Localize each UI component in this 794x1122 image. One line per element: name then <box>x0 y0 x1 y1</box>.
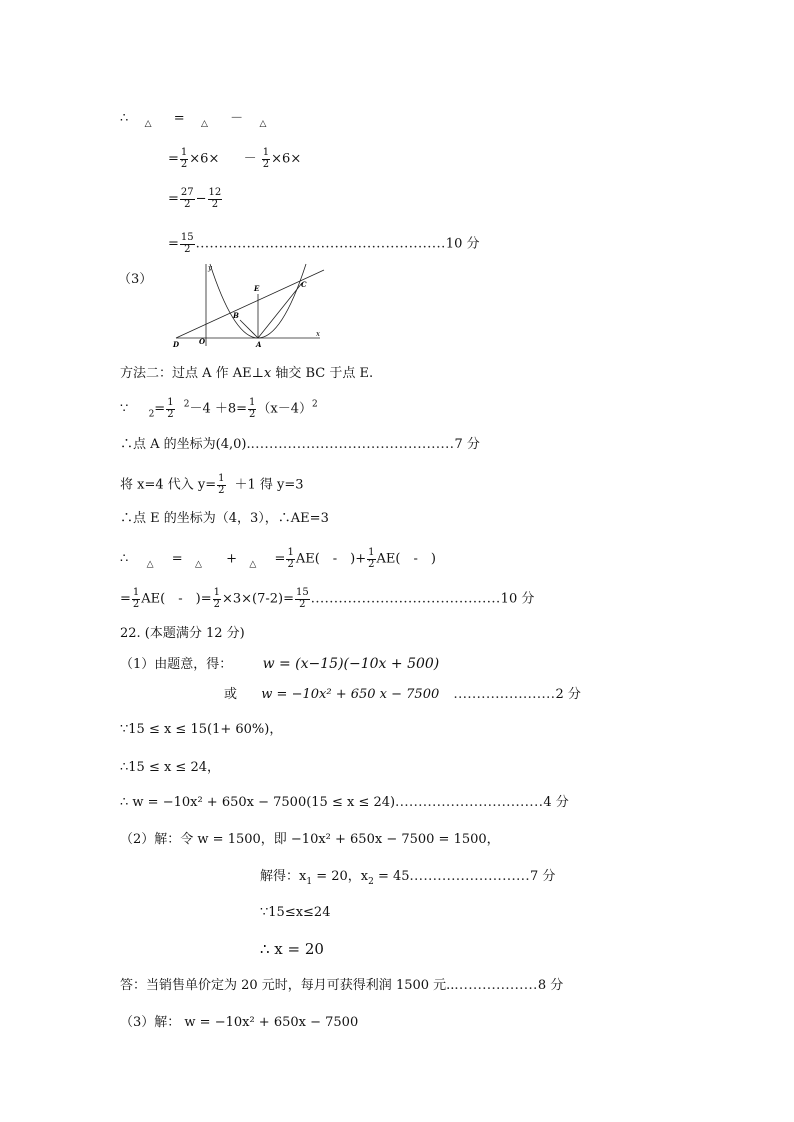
text: 轴交 BC 于点 E. <box>271 366 374 381</box>
formula: w = −10x² + 650 x − 7500 <box>261 687 440 702</box>
part-2-line: （2）解：令 w = 1500，即 −10x² + 650x − 7500 = 1500， <box>120 832 500 847</box>
plus-sign: + <box>226 551 238 567</box>
answer-line <box>120 979 563 992</box>
equals-sign: = <box>168 191 179 207</box>
denominator: 2 <box>218 484 225 496</box>
text: ∴点 A 的坐标为(4,0). <box>120 437 251 452</box>
text: AE( - )= <box>141 591 212 607</box>
point-e-label: E <box>254 284 260 293</box>
dot-leader: ...................................................... <box>195 236 446 252</box>
score-label: 10 分 <box>445 236 480 252</box>
term: ×6× <box>189 151 220 167</box>
numerator: 1 <box>368 547 375 558</box>
superscript: 2 <box>183 399 190 410</box>
subscript: 2 <box>148 409 155 420</box>
point-e-coord-line: ∴点 E 的坐标为（4，3），∴AE=3 <box>120 511 329 526</box>
dot-leader: ...................... <box>453 687 556 702</box>
dot-leader: ................................ <box>395 795 544 810</box>
area-equation-line <box>120 112 266 129</box>
dot-leader: ......................................... <box>310 591 501 607</box>
denominator: 2 <box>287 558 294 570</box>
answer-x-line: ∴ x = 20 <box>260 940 324 958</box>
area-final-line <box>120 588 534 610</box>
because-symbol: ∵ <box>120 401 129 417</box>
score-label: 8 分 <box>537 978 564 993</box>
text: 或 <box>224 687 238 702</box>
numerator: 1 <box>213 587 220 598</box>
fraction-27-2 <box>180 188 195 210</box>
triangle-symbol: △ <box>259 119 267 129</box>
triangle-symbol: △ <box>194 559 202 570</box>
solutions-line <box>260 870 555 887</box>
part-3-solution-line: （3）解： w = −10x² + 650x − 7500 <box>120 1015 359 1030</box>
numerator: 1 <box>287 547 294 558</box>
equals-sign: = <box>171 551 183 567</box>
part-1-line <box>120 657 439 671</box>
area-result-line <box>168 233 479 255</box>
denominator: 2 <box>299 598 306 610</box>
equals-sign: = <box>120 591 131 607</box>
numerator: 1 <box>167 397 174 408</box>
range-result-line: ∴15 ≤ x ≤ 24， <box>120 760 221 775</box>
denominator: 2 <box>249 408 256 420</box>
triangle-symbol: △ <box>144 119 152 129</box>
text: AE( - )+ <box>295 551 367 567</box>
text: = 20，x <box>312 869 369 884</box>
numerator: 1 <box>132 587 140 598</box>
fraction-half <box>262 148 270 170</box>
text: = 45 <box>373 869 410 884</box>
text: AE( - ) <box>376 551 436 567</box>
fraction-15-2 <box>295 588 310 610</box>
text: （1）由题意，得： <box>120 657 233 672</box>
therefore-symbol: ∴ <box>120 111 129 126</box>
superscript: 2 <box>312 399 318 410</box>
numerator: 1 <box>180 147 188 158</box>
area-difference-line <box>168 188 223 210</box>
function-graph <box>170 260 330 352</box>
vertex-form-line <box>120 398 318 420</box>
denominator: 2 <box>184 198 191 210</box>
function-domain-line <box>120 796 569 809</box>
score-label: 4 分 <box>543 795 569 810</box>
point-d-label: D <box>173 340 180 349</box>
x-axis-label: x <box>316 330 320 338</box>
term: ×6× <box>271 151 302 167</box>
numerator: 15 <box>180 232 194 243</box>
subscript: 1 <box>306 877 313 887</box>
method-two-line <box>120 367 373 380</box>
equals-sign: = <box>168 236 179 252</box>
text: 方法二：过点 A 作 AE⊥ <box>120 366 264 381</box>
part-3-label: （3） <box>118 272 153 287</box>
segment-ac <box>258 283 302 338</box>
numerator: 1 <box>249 397 256 408</box>
text: 答：当销售单价定为 20 元时，每月可获得利润 1500 元.. <box>120 978 455 993</box>
origin-label: O <box>199 337 206 346</box>
score-label: 7 分 <box>454 437 480 452</box>
text: 将 x=4 代入 y= <box>120 477 217 493</box>
point-b-label: B <box>233 311 239 320</box>
score-label: 7 分 <box>530 869 556 884</box>
fraction-12-2 <box>208 188 223 210</box>
fraction-half <box>166 398 174 420</box>
fraction-15-2 <box>180 233 195 255</box>
point-a-coord-line <box>120 438 480 451</box>
equals-sign: = <box>154 401 166 417</box>
denominator: 2 <box>184 243 191 255</box>
text: 解得：x <box>260 869 307 884</box>
dot-leader: .................. <box>454 978 538 993</box>
point-c-label: C <box>301 280 307 289</box>
question-22-heading: 22. (本题满分 12 分) <box>120 626 245 641</box>
denominator: 2 <box>180 158 188 170</box>
denominator: 2 <box>213 598 220 610</box>
triangle-symbol: △ <box>146 559 154 570</box>
fraction-half <box>367 548 375 570</box>
y-axis-label: y <box>208 264 212 272</box>
score-label: 2 分 <box>555 687 581 702</box>
denominator: 2 <box>211 198 219 210</box>
fraction-half <box>180 148 188 170</box>
equals-sign: = <box>168 151 179 167</box>
formula: w = (x−15)(−10x + 500) <box>262 656 440 672</box>
substitute-x-line <box>120 474 304 496</box>
denominator: 2 <box>167 408 174 420</box>
numerator: 15 <box>296 587 309 598</box>
numerator: 12 <box>208 187 222 198</box>
score-label: 10 分 <box>500 591 535 607</box>
equals-sign: = <box>274 551 286 567</box>
text: ＋1 得 y=3 <box>234 477 304 493</box>
triangle-symbol: △ <box>200 119 208 129</box>
triangle-symbol: △ <box>249 559 257 570</box>
dot-leader: .......................... <box>409 869 530 884</box>
minus-sign: － <box>230 111 244 126</box>
text: （x－4） <box>257 401 313 417</box>
numerator: 1 <box>218 473 225 484</box>
numerator: 27 <box>180 187 194 198</box>
fraction-half <box>213 588 221 610</box>
range-condition-line: ∵15 ≤ x ≤ 15(1+ 60%)， <box>120 722 283 737</box>
denominator: 2 <box>262 158 270 170</box>
denominator: 2 <box>368 558 375 570</box>
text: －4 ＋8= <box>189 401 248 417</box>
var-x: x <box>263 366 272 381</box>
denominator: 2 <box>132 598 140 610</box>
constraint-line: ∵15≤x≤24 <box>260 905 331 920</box>
formula: ∴ w = −10x² + 650x − 7500(15 ≤ x ≤ 24) <box>120 795 396 810</box>
fraction-half <box>248 398 256 420</box>
area-sum-line <box>120 548 436 570</box>
area-substitution-line <box>168 148 301 170</box>
alt-formula-line <box>224 688 581 701</box>
point-a-label: A <box>256 340 262 349</box>
therefore-symbol: ∴ <box>120 551 129 567</box>
subscript: 2 <box>368 877 374 887</box>
text: ×3×(7-2)= <box>221 591 294 607</box>
fraction-half <box>286 548 294 570</box>
equals-sign: = <box>173 111 185 126</box>
fraction-half <box>132 588 140 610</box>
fraction-half <box>217 474 225 496</box>
minus-sign: − <box>195 191 207 207</box>
minus-sign: － <box>243 151 257 167</box>
numerator: 1 <box>262 147 270 158</box>
dot-leader: ............................................ <box>250 437 455 452</box>
